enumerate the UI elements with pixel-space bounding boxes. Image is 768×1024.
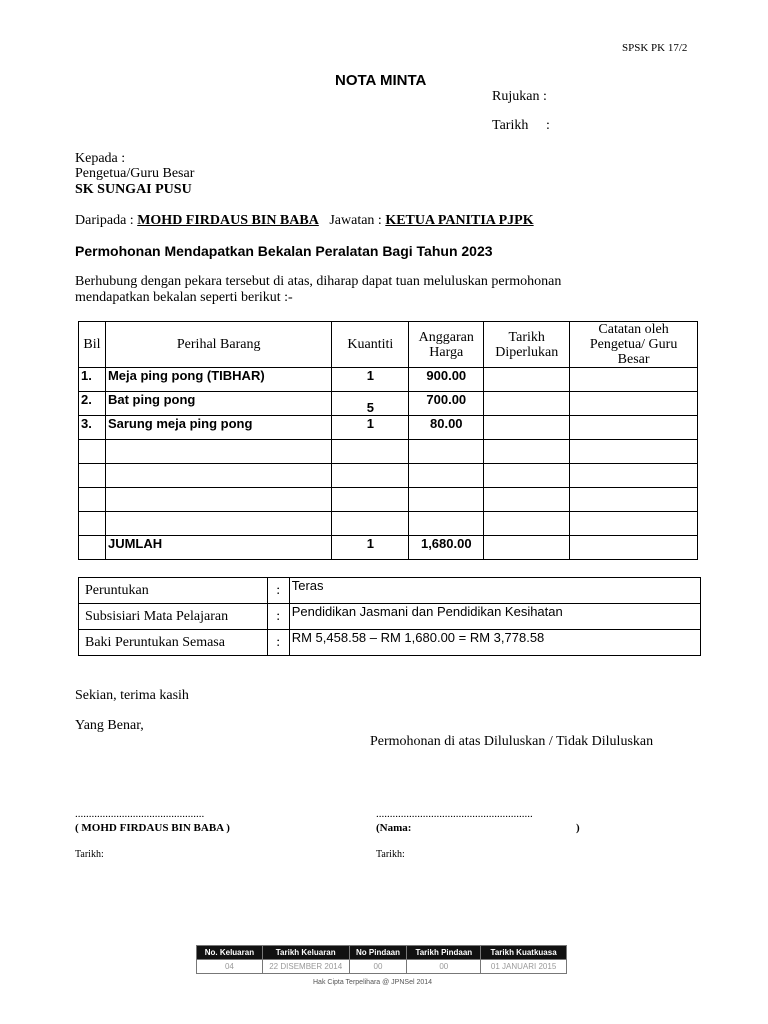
tarikh-label: Tarikh: [492, 118, 529, 133]
closing-text: Sekian, terima kasih: [75, 688, 189, 703]
approver-tarikh: Tarikh:: [376, 849, 405, 860]
total-label: JUMLAH: [105, 536, 331, 560]
table-row: [79, 368, 698, 392]
allocation-label: Peruntukan: [79, 578, 268, 604]
row-tarikh: [484, 392, 570, 416]
header-tarikh: Tarikh Diperlukan: [484, 322, 570, 368]
copyright: Hak Cipta Terpelihara @ JPNSel 2014: [313, 979, 433, 986]
rujukan-label: Rujukan :: [492, 89, 547, 104]
signature-line-right: .........................................................: [376, 808, 533, 820]
allocation-row: [79, 604, 701, 630]
header-kuantiti: Kuantiti: [332, 322, 409, 368]
header-perihal: Perihal Barang: [105, 322, 331, 368]
row-harga: 80.00: [409, 416, 484, 440]
jawatan-label: Jawatan :: [329, 213, 382, 228]
table-row-empty: [79, 440, 698, 464]
control-header: Tarikh Pindaan: [407, 946, 481, 960]
control-value: 00: [349, 960, 407, 974]
daripada-name: MOHD FIRDAUS BIN BABA: [137, 213, 319, 228]
row-bil: 2.: [79, 392, 106, 416]
allocation-value: Teras: [289, 578, 700, 604]
row-kuantiti: 1: [332, 416, 409, 440]
daripada-label: Daripada :: [75, 213, 134, 228]
row-catatan: [570, 368, 698, 392]
control-value: 01 JANUARI 2015: [481, 960, 567, 974]
document-control-table: [196, 945, 567, 974]
approver-nama-close: ): [576, 822, 580, 834]
subject: Permohonan Mendapatkan Bekalan Peralatan Bagi Tahun 2023: [75, 243, 493, 259]
table-row-empty: [79, 464, 698, 488]
row-tarikh: [484, 416, 570, 440]
control-header: Tarikh Kuatkuasa: [481, 946, 567, 960]
control-header: Tarikh Keluaran: [262, 946, 349, 960]
daripada-line: [75, 213, 534, 229]
allocation-value: Pendidikan Jasmani dan Pendidikan Kesihatan: [289, 604, 700, 630]
control-header: No. Keluaran: [197, 946, 263, 960]
table-row-empty: [79, 488, 698, 512]
yang-benar: Yang Benar,: [75, 718, 144, 733]
control-value: 22 DISEMBER 2014: [262, 960, 349, 974]
allocation-label: Baki Peruntukan Semasa: [79, 630, 268, 656]
signature-line-left: ...............................................: [75, 808, 205, 820]
row-perihal: Bat ping pong: [105, 392, 331, 416]
kepada-school: SK SUNGAI PUSU: [75, 182, 192, 197]
row-harga: 700.00: [409, 392, 484, 416]
allocation-label: Subsisiari Mata Pelajaran: [79, 604, 268, 630]
tarikh-colon: :: [546, 118, 550, 133]
allocation-row: [79, 578, 701, 604]
header-catatan: Catatan oleh Pengetua/ Guru Besar: [570, 322, 698, 368]
table-total-row: [79, 536, 698, 560]
table-row-empty: [79, 512, 698, 536]
control-value: 04: [197, 960, 263, 974]
document-code: SPSK PK 17/2: [622, 42, 688, 54]
table-row: [79, 416, 698, 440]
allocation-row: [79, 630, 701, 656]
control-header-row: [197, 946, 567, 960]
signer-name: ( MOHD FIRDAUS BIN BABA ): [75, 822, 230, 834]
row-bil: 3.: [79, 416, 106, 440]
kepada-label: Kepada :: [75, 151, 126, 166]
intro-line2: mendapatkan bekalan seperti berikut :-: [75, 290, 293, 305]
signer-tarikh: Tarikh:: [75, 849, 104, 860]
jawatan-value: KETUA PANITIA PJPK: [385, 213, 534, 228]
control-value-row: [197, 960, 567, 974]
row-harga: 900.00: [409, 368, 484, 392]
row-kuantiti: 1: [332, 368, 409, 392]
allocation-colon: :: [267, 604, 289, 630]
intro-line1: Berhubung dengan pekara tersebut di atas, diharap dapat tuan meluluskan permohonan: [75, 274, 562, 289]
page-title: NOTA MINTA: [335, 72, 427, 89]
row-catatan: [570, 392, 698, 416]
header-anggaran: Anggaran Harga: [409, 322, 484, 368]
kepada-line1: Pengetua/Guru Besar: [75, 166, 195, 181]
total-kuantiti: 1: [332, 536, 409, 560]
items-header-row: [79, 322, 698, 368]
approver-nama-label: (Nama:: [376, 822, 412, 834]
row-perihal: Meja ping pong (TIBHAR): [105, 368, 331, 392]
row-kuantiti: 5: [332, 392, 409, 416]
row-catatan: [570, 416, 698, 440]
table-row: [79, 392, 698, 416]
allocation-colon: :: [267, 630, 289, 656]
header-bil: Bil: [79, 322, 106, 368]
allocation-table: [78, 577, 701, 656]
control-value: 00: [407, 960, 481, 974]
allocation-colon: :: [267, 578, 289, 604]
approval-text: Permohonan di atas Diluluskan / Tidak Diluluskan: [370, 734, 654, 749]
items-table: [78, 321, 698, 560]
allocation-value: RM 5,458.58 – RM 1,680.00 = RM 3,778.58: [289, 630, 700, 656]
row-perihal: Sarung meja ping pong: [105, 416, 331, 440]
row-bil: 1.: [79, 368, 106, 392]
control-header: No Pindaan: [349, 946, 407, 960]
total-harga: 1,680.00: [409, 536, 484, 560]
row-tarikh: [484, 368, 570, 392]
